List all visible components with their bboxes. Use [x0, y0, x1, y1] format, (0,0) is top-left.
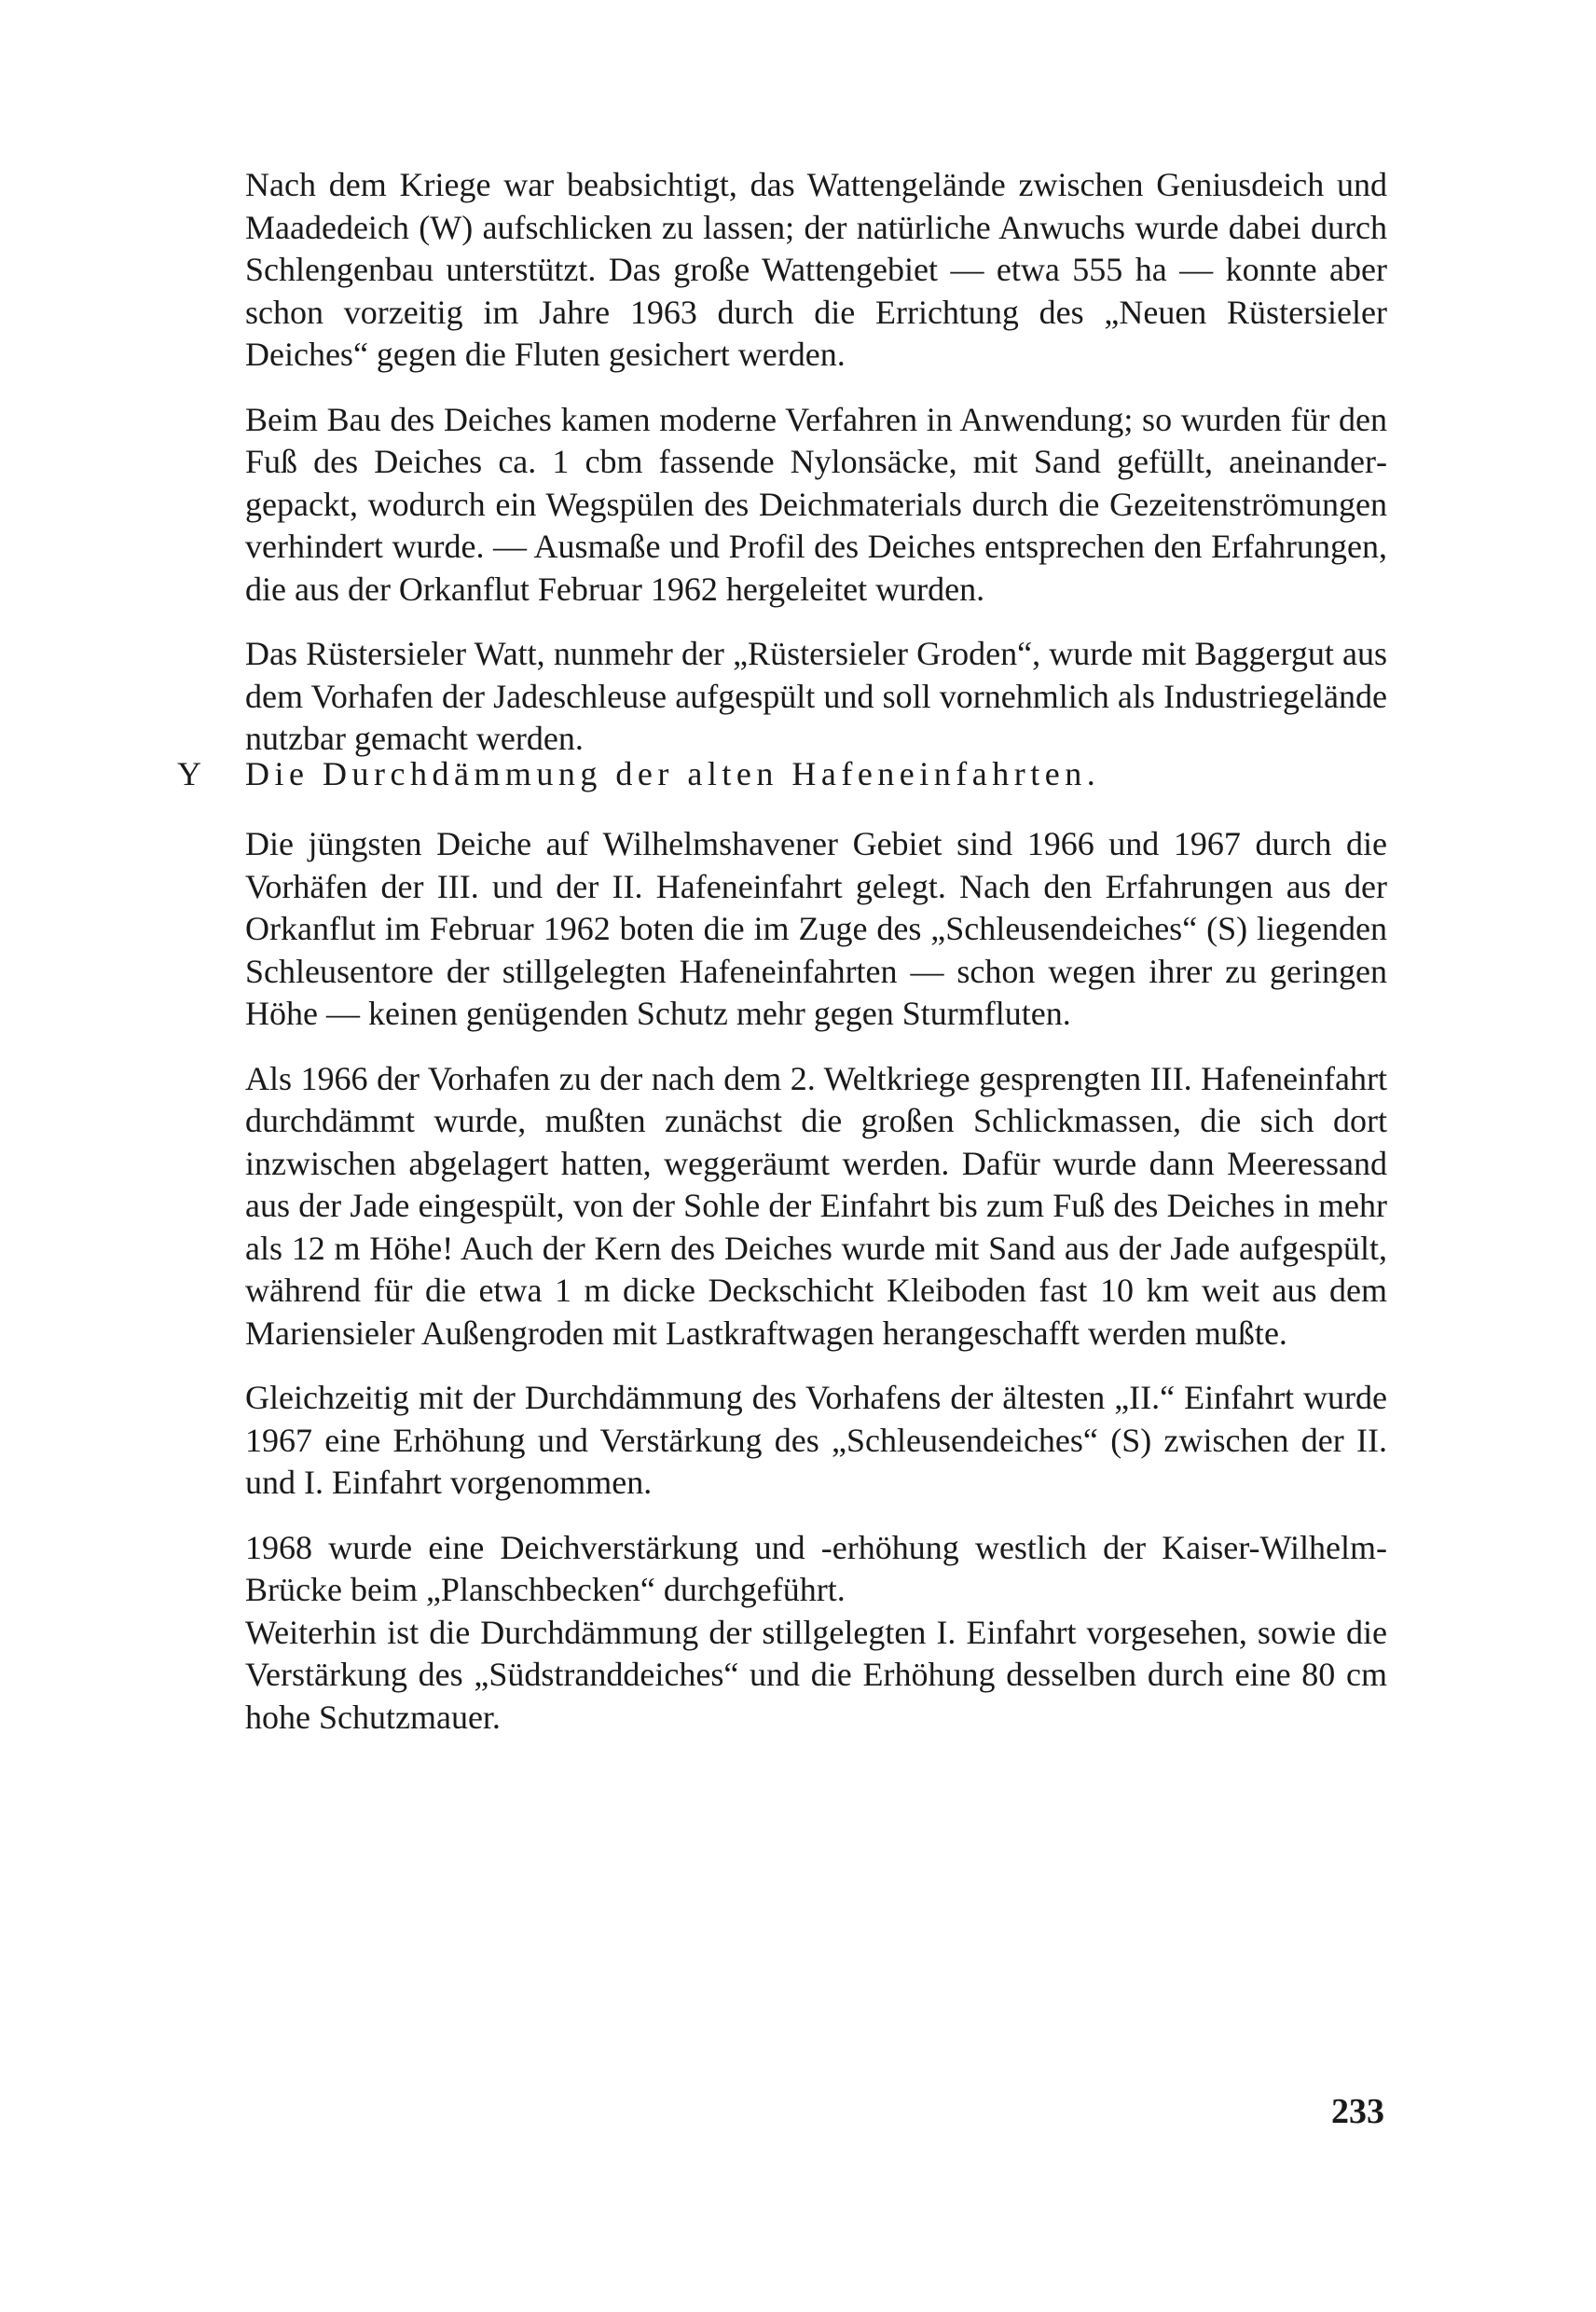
section-title: Die Durchdämmung der alten Hafeneinfahrten.	[245, 755, 1101, 792]
paragraph-rustersieler-groden: Das Rüstersieler Watt, nunmehr der „Rüstersieler Groden“, wurde mit Baggergut aus dem Vorhafen der Jadeschleuse aufgespült und soll vornehmlich als Industriegelände nutzbar gemacht werden.	[245, 635, 1387, 757]
section-letter: Y	[177, 755, 201, 792]
paragraph-wattengelaende: Nach dem Kriege war beabsichtigt, das Wattengelände zwischen Geniusdeich und Maadedeich (W) aufschlicken zu lassen; der natürliche Anwuchs wurde dabei durch Schlengenbau unterstützt. Das große Wattengebiet — etwa 555 ha — konnte aber schon vorzeitig im Jahre 1963 durch die Errichtung des „Neuen Rüstersieler Deiches“ gegen die Fluten gesichert werden.	[245, 166, 1387, 373]
paragraph-gleichzeitig-1967: Gleichzeitig mit der Durchdämmung des Vorhafens der ältesten „II.“ Einfahrt wurde 1967 eine Erhöhung und Verstärkung des „Schleusendeiches“ (S) zwischen der II. und I. Einfahrt vorgenommen.	[245, 1379, 1387, 1501]
paragraph-1968-verstaerkung: 1968 wurde eine Deichverstärkung und -erhöhung westlich der Kaiser-Wilhelm-Brücke beim „Planschbecken“ durchgeführt.	[245, 1528, 1387, 1608]
paragraph-juengste-deiche: Die jüngsten Deiche auf Wilhelmshavener Gebiet sind 1966 und 1967 durch die Vorhäfen der III. und der II. Hafeneinfahrt gelegt. Nach den Erfahrungen aus der Orkanflut im Februar 1962 boten die im Zuge des „Schleusendeiches“ (S) liegenden Schleusentore der stillgelegten Hafeneinfahrten — schon wegen ihrer zu geringen Höhe — keinen genügenden Schutz mehr gegen Sturmfluten.	[245, 825, 1387, 1032]
section-durchdaemmung-text	[245, 823, 1387, 1739]
paragraph-deichbau-verfahren: Beim Bau des Deiches kamen moderne Verfahren in Anwendung; so wurden für den Fuß des Deiches ca. 1 cbm fassende Nylonsäcke, mit Sand gefüllt, aneinandergepackt, wodurch ein Wegspülen des Deichmaterials durch die Gezeitenströmungen verhindert wurde. — Ausmaße und Profil des Deiches entsprechen den Erfahrungen, die aus der Orkanflut Februar 1962 hergeleitet wurden.	[245, 400, 1387, 608]
section-rustersiel-text	[245, 164, 1387, 761]
paragraph-weiterhin: Weiterhin ist die Durchdämmung der stillgelegten I. Einfahrt vorgesehen, sowie die Verstärkung des „Südstranddeiches“ und die Erhöhung desselben durch eine 80 cm hohe Schutzmauer.	[245, 1613, 1387, 1736]
paragraph-vorhafen-1966: Als 1966 der Vorhafen zu der nach dem 2. Weltkriege gesprengten III. Hafeneinfahrt durchdämmt wurde, mußten zunächst die großen Schlickmassen, die sich dort inzwischen abgelagert hatten, weggeräumt werden. Dafür wurde dann Meeressand aus der Jade eingespült, von der Sohle der Einfahrt bis zum Fuß des Deiches in mehr als 12 m Höhe! Auch der Kern des Deiches wurde mit Sand aus der Jade aufgespült, während für die etwa 1 m dicke Deckschicht Kleiboden fast 10 km weit aus dem Mariensieler Außengroden mit Lastkraftwagen herangeschafft werden mußte.	[245, 1059, 1387, 1352]
page-number: 233	[1331, 2092, 1384, 2131]
